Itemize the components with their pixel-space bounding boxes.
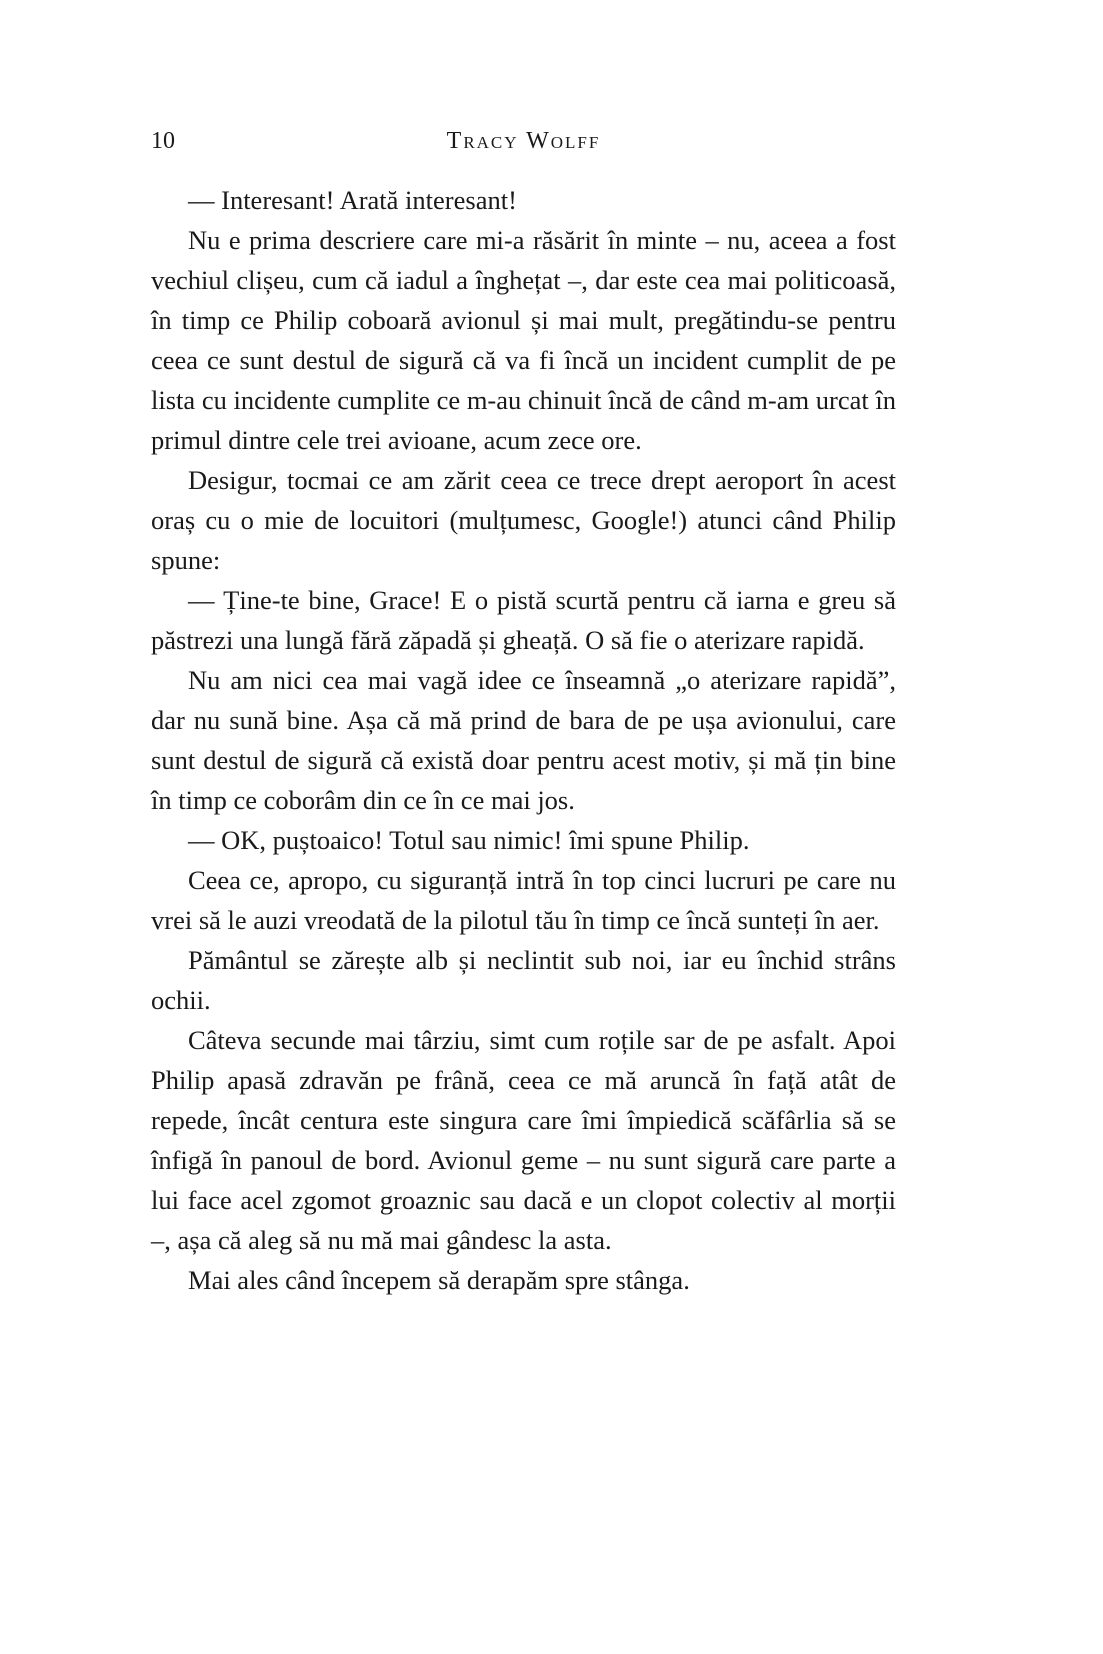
running-head-author: Tracy Wolff	[446, 128, 601, 154]
paragraph: Ceea ce, apropo, cu siguranță intră în top cinci lucruri pe care nu vrei să le auzi vreodată de la pilotul tău în timp ce încă sunteți în aer.	[151, 865, 896, 935]
paragraph: — Interesant! Arată interesant!	[188, 185, 517, 215]
paragraph: Nu am nici cea mai vagă idee ce înseamnă „o aterizare rapidă”, dar nu sună bine. Așa că mă prind de bara de pe ușa avionului, care sunt destul de sigură că există doar pentru acest motiv, și mă țin bine în timp ce coborâm din ce în ce mai jos.	[151, 665, 896, 815]
body-text	[151, 180, 896, 1300]
paragraph: Desigur, tocmai ce am zărit ceea ce trece drept aeroport în acest oraș cu o mie de locuitori (mulțumesc, Google!) atunci când Philip spune:	[151, 465, 896, 575]
paragraph: Mai ales când începem să derapăm spre stânga.	[188, 1265, 690, 1295]
paragraph: Câteva secunde mai târziu, simt cum roțile sar de pe asfalt. Apoi Philip apasă zdravăn pe frână, ceea ce mă aruncă în față atât de repede, încât centura este singura care îmi împiedică scăfârlia să se înfigă în panoul de bord. Avionul geme – nu sunt sigură care parte a lui face acel zgomot groaznic sau dacă e un clopot colectiv al morții –, așa că aleg să nu mă mai gândesc la asta.	[151, 1025, 896, 1255]
paragraph: — OK, puștoaico! Totul sau nimic! îmi spune Philip.	[188, 825, 750, 855]
page-number: 10	[151, 128, 175, 154]
page-header	[151, 124, 896, 158]
paragraph: Pământul se zărește alb și neclintit sub noi, iar eu închid strâns ochii.	[151, 945, 896, 1015]
paragraph: — Ține-te bine, Grace! E o pistă scurtă pentru că iarna e greu să păstrezi una lungă fără zăpadă și gheață. O să fie o aterizare rapidă.	[151, 585, 896, 655]
paragraph: Nu e prima descriere care mi-a răsărit în minte – nu, aceea a fost vechiul clișeu, cum că iadul a înghețat –, dar este cea mai politicoasă, în timp ce Philip coboară avionul și mai mult, pregătindu-se pentru ceea ce sunt destul de sigură că va fi încă un incident cumplit de pe lista cu incidente cumplite ce m-au chinuit încă de când m-am urcat în primul dintre cele trei avioane, acum zece ore.	[151, 225, 896, 455]
